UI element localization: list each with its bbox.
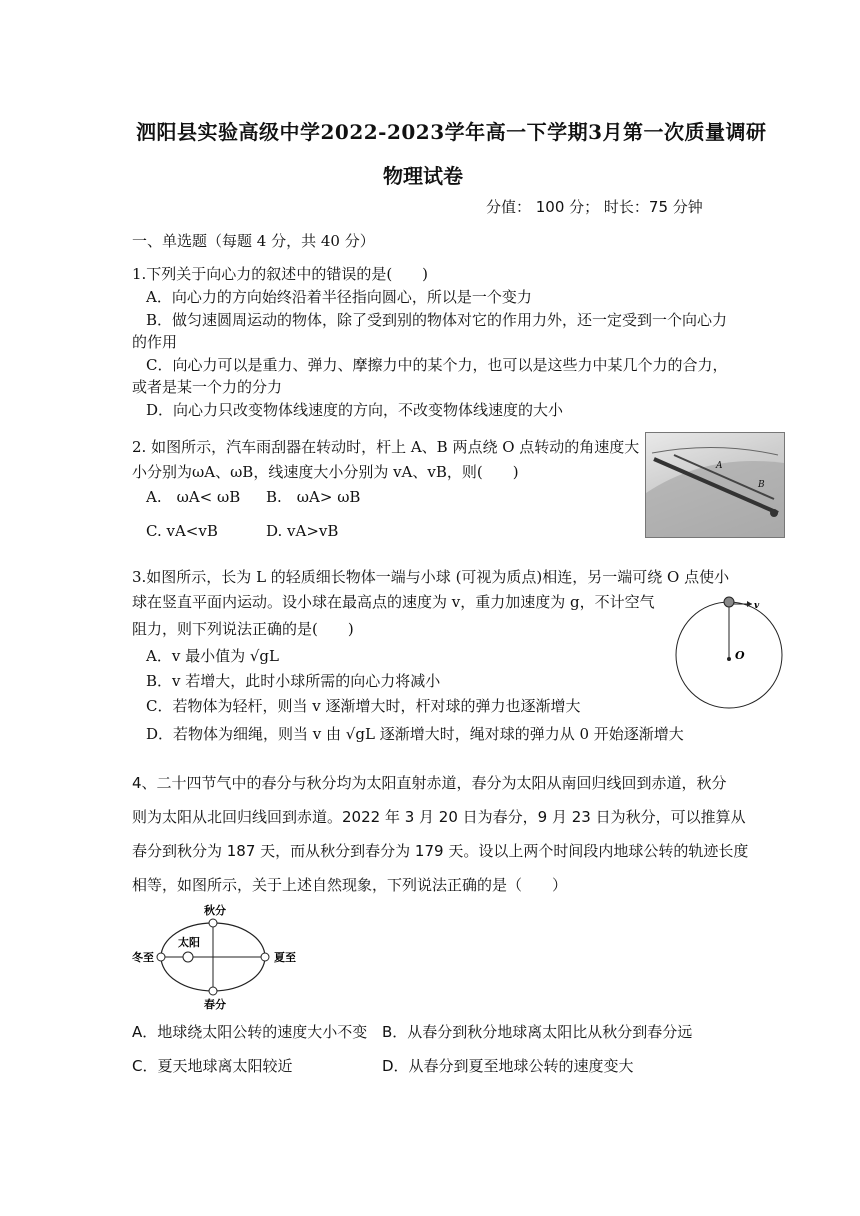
section-heading: 一、单选题（每题 4 分，共 40 分） (132, 232, 375, 250)
velocity-label: v (754, 601, 760, 611)
label-spring-equinox: 春分 (204, 998, 226, 1011)
q3-option-b: B．v 若增大，此时小球所需的向心力将减小 (146, 672, 441, 690)
q3-stem-line1: 3.如图所示，长为 L 的轻质细长物体一端与小球 (可视为质点)相连，另一端可绕 O 点使小 (132, 568, 730, 586)
q1-option-d: D．向心力只改变物体线速度的方向，不改变物体线速度的大小 (146, 401, 564, 419)
q2-option-a: A. ωA< ωB (146, 488, 241, 506)
q3-stem-line2: 球在竖直平面内运动。设小球在最高点的速度为 v，重力加速度为 g，不计空气 (132, 593, 655, 611)
q1-option-c: C．向心力可以是重力、弹力、摩擦力中的某个力，也可以是这些力中某几个力的合力， (146, 356, 728, 374)
q4-stem-line4: 相等，如图所示，关于上述自然现象，下列说法正确的是（ ） (132, 876, 568, 894)
q4-stem-line2: 则为太阳从北回归线回到赤道。2022 年 3 月 20 日为春分，9 月 23 日为秋分，可以推算从 (132, 808, 746, 826)
label-winter-solstice: 冬至 (132, 951, 154, 964)
photo-label-a: A (716, 461, 723, 471)
q4-option-a: A．地球绕太阳公转的速度大小不变 (132, 1023, 368, 1041)
exam-subtitle: 物理试卷 (383, 164, 463, 188)
photo-label-b: B (758, 480, 765, 490)
exam-title: 泗阳县实验高级中学2022-2023学年高一下学期3月第一次质量调研 (136, 120, 767, 144)
q2-option-c: C. vA<vB (146, 522, 218, 540)
exam-meta: 分值： 100 分； 时长：75 分钟 (486, 198, 703, 216)
label-summer-solstice: 夏至 (274, 951, 296, 964)
q3-option-a: A．v 最小值为 √gL (146, 647, 279, 665)
q4-stem-line3: 春分到秋分为 187 天，而从秋分到春分为 179 天。设以上两个时间段内地球公转的轨迹长度 (132, 842, 749, 860)
q2-option-d: D. vA>vB (266, 522, 339, 540)
q4-option-b: B．从春分到秋分地球离太阳比从秋分到春分远 (382, 1023, 693, 1041)
wiper-photo (645, 432, 785, 538)
q3-option-d: D．若物体为细绳，则当 v 由 √gL 逐渐增大时，绳对球的弹力从 0 开始逐渐增大 (146, 725, 684, 743)
q1-option-c-cont: 或者是某一个力的分力 (132, 378, 283, 396)
q4-option-c: C．夏天地球离太阳较近 (132, 1057, 293, 1075)
q2-option-b: B. ωA> ωB (266, 488, 361, 506)
q1-stem: 1.下列关于向心力的叙述中的错误的是( ) (132, 265, 429, 283)
pivot-label: O (735, 649, 745, 662)
q4-stem-line1: 4、二十四节气中的春分与秋分均为太阳直射赤道，春分为太阳从南回归线回到赤道，秋分 (132, 774, 727, 792)
earth-orbit-figure (130, 900, 310, 1012)
wiper-illustration (646, 433, 784, 537)
q3-option-c: C．若物体为轻杆，则当 v 逐渐增大时，杆对球的弹力也逐渐增大 (146, 697, 581, 715)
q2-stem-line2: 小分别为ωA、ωB，线速度大小分别为 vA、vB，则( ) (132, 463, 519, 481)
q1-option-a: A．向心力的方向始终沿着半径指向圆心，所以是一个变力 (146, 288, 532, 306)
q3-stem-line3: 阻力，则下列说法正确的是( ) (132, 620, 354, 638)
q4-option-d: D．从春分到夏至地球公转的速度变大 (382, 1057, 634, 1075)
q1-option-b-cont: 的作用 (132, 333, 178, 351)
circle-motion-figure (672, 596, 792, 716)
label-sun: 太阳 (178, 936, 200, 949)
label-autumn-equinox: 秋分 (204, 904, 226, 917)
q1-option-b: B．做匀速圆周运动的物体，除了受到别的物体对它的作用力外，还一定受到一个向心力 (146, 311, 728, 329)
q2-stem-line1: 2. 如图所示，汽车雨刮器在转动时，杆上 A、B 两点绕 O 点转动的角速度大 (132, 438, 640, 456)
